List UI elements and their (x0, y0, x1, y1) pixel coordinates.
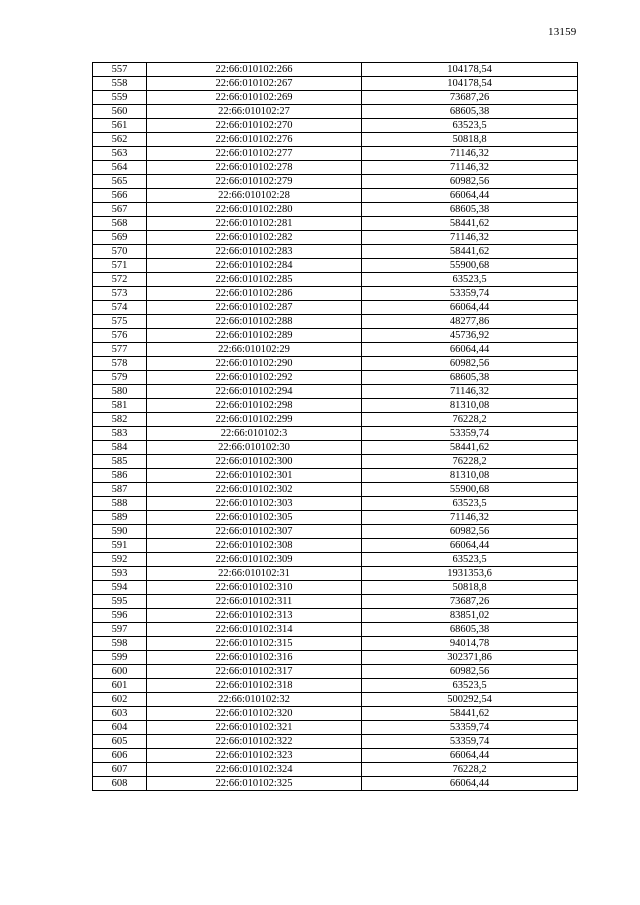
cadastral-value-cell: 50818,8 (362, 133, 578, 147)
row-number-cell: 566 (93, 189, 147, 203)
cadastral-number-cell: 22:66:010102:282 (147, 231, 362, 245)
cadastral-value-cell: 45736,92 (362, 329, 578, 343)
cadastral-number-cell: 22:66:010102:288 (147, 315, 362, 329)
cadastral-number-cell: 22:66:010102:314 (147, 623, 362, 637)
cadastral-value-cell: 66064,44 (362, 343, 578, 357)
cadastral-value-cell: 66064,44 (362, 189, 578, 203)
cadastral-value-cell: 53359,74 (362, 735, 578, 749)
table-body (93, 63, 578, 791)
row-number-cell: 560 (93, 105, 147, 119)
table-row (93, 63, 578, 77)
cadastral-value-cell: 1931353,6 (362, 567, 578, 581)
cadastral-value-cell: 58441,62 (362, 217, 578, 231)
cadastral-number-cell: 22:66:010102:277 (147, 147, 362, 161)
table-row (93, 735, 578, 749)
cadastral-value-cell: 104178,54 (362, 63, 578, 77)
cadastral-number-cell: 22:66:010102:31 (147, 567, 362, 581)
table-row (93, 553, 578, 567)
cadastral-number-cell: 22:66:010102:267 (147, 77, 362, 91)
cadastral-value-cell: 302371,86 (362, 651, 578, 665)
cadastral-number-cell: 22:66:010102:266 (147, 63, 362, 77)
table-row (93, 287, 578, 301)
cadastral-value-cell: 76228,2 (362, 455, 578, 469)
table-row (93, 91, 578, 105)
cadastral-value-cell: 71146,32 (362, 385, 578, 399)
row-number-cell: 603 (93, 707, 147, 721)
cadastral-value-cell: 71146,32 (362, 231, 578, 245)
cadastral-number-cell: 22:66:010102:321 (147, 721, 362, 735)
table-row (93, 245, 578, 259)
cadastral-value-cell: 60982,56 (362, 525, 578, 539)
cadastral-value-cell: 500292,54 (362, 693, 578, 707)
table-row (93, 385, 578, 399)
cadastral-value-cell: 71146,32 (362, 147, 578, 161)
row-number-cell: 600 (93, 665, 147, 679)
row-number-cell: 576 (93, 329, 147, 343)
table-row (93, 665, 578, 679)
page-number: 13159 (548, 26, 577, 38)
cadastral-value-cell: 66064,44 (362, 539, 578, 553)
cadastral-value-cell: 81310,08 (362, 399, 578, 413)
cadastral-number-cell: 22:66:010102:287 (147, 301, 362, 315)
cadastral-value-cell: 76228,2 (362, 413, 578, 427)
row-number-cell: 605 (93, 735, 147, 749)
cadastral-value-cell: 58441,62 (362, 707, 578, 721)
table-row (93, 595, 578, 609)
table-row (93, 189, 578, 203)
table-row (93, 455, 578, 469)
table-row (93, 441, 578, 455)
cadastral-value-cell: 66064,44 (362, 777, 578, 791)
cadastral-number-cell: 22:66:010102:28 (147, 189, 362, 203)
cadastral-value-cell: 73687,26 (362, 91, 578, 105)
table-row (93, 231, 578, 245)
row-number-cell: 586 (93, 469, 147, 483)
table-row (93, 609, 578, 623)
table-row (93, 483, 578, 497)
cadastral-number-cell: 22:66:010102:311 (147, 595, 362, 609)
row-number-cell: 608 (93, 777, 147, 791)
row-number-cell: 577 (93, 343, 147, 357)
cadastral-number-cell: 22:66:010102:285 (147, 273, 362, 287)
cadastral-value-cell: 76228,2 (362, 763, 578, 777)
cadastral-number-cell: 22:66:010102:292 (147, 371, 362, 385)
table-row (93, 651, 578, 665)
table-row (93, 119, 578, 133)
row-number-cell: 582 (93, 413, 147, 427)
row-number-cell: 572 (93, 273, 147, 287)
table-row (93, 469, 578, 483)
cadastral-number-cell: 22:66:010102:27 (147, 105, 362, 119)
table-row (93, 427, 578, 441)
row-number-cell: 590 (93, 525, 147, 539)
row-number-cell: 567 (93, 203, 147, 217)
cadastral-value-cell: 55900,68 (362, 483, 578, 497)
row-number-cell: 562 (93, 133, 147, 147)
cadastral-value-cell: 48277,86 (362, 315, 578, 329)
cadastral-number-cell: 22:66:010102:299 (147, 413, 362, 427)
table-row (93, 721, 578, 735)
cadastral-number-cell: 22:66:010102:309 (147, 553, 362, 567)
cadastral-value-cell: 53359,74 (362, 721, 578, 735)
row-number-cell: 581 (93, 399, 147, 413)
cadastral-number-cell: 22:66:010102:284 (147, 259, 362, 273)
cadastral-number-cell: 22:66:010102:310 (147, 581, 362, 595)
row-number-cell: 607 (93, 763, 147, 777)
cadastral-number-cell: 22:66:010102:317 (147, 665, 362, 679)
row-number-cell: 587 (93, 483, 147, 497)
row-number-cell: 602 (93, 693, 147, 707)
cadastral-number-cell: 22:66:010102:320 (147, 707, 362, 721)
cadastral-number-cell: 22:66:010102:3 (147, 427, 362, 441)
cadastral-value-cell: 58441,62 (362, 441, 578, 455)
table-row (93, 623, 578, 637)
table-row (93, 77, 578, 91)
cadastral-number-cell: 22:66:010102:269 (147, 91, 362, 105)
cadastral-value-cell: 50818,8 (362, 581, 578, 595)
cadastral-number-cell: 22:66:010102:276 (147, 133, 362, 147)
table-row (93, 203, 578, 217)
cadastral-number-cell: 22:66:010102:303 (147, 497, 362, 511)
row-number-cell: 601 (93, 679, 147, 693)
row-number-cell: 596 (93, 609, 147, 623)
table-row (93, 315, 578, 329)
row-number-cell: 568 (93, 217, 147, 231)
table-row (93, 133, 578, 147)
row-number-cell: 604 (93, 721, 147, 735)
table-row (93, 161, 578, 175)
table-row (93, 637, 578, 651)
table-row (93, 693, 578, 707)
row-number-cell: 573 (93, 287, 147, 301)
row-number-cell: 580 (93, 385, 147, 399)
cadastral-number-cell: 22:66:010102:324 (147, 763, 362, 777)
table-row (93, 777, 578, 791)
table-row (93, 147, 578, 161)
cadastral-value-cell: 63523,5 (362, 119, 578, 133)
cadastral-value-cell: 55900,68 (362, 259, 578, 273)
row-number-cell: 598 (93, 637, 147, 651)
cadastral-value-cell: 53359,74 (362, 287, 578, 301)
cadastral-value-cell: 60982,56 (362, 175, 578, 189)
cadastral-value-cell: 63523,5 (362, 273, 578, 287)
cadastral-value-cell: 71146,32 (362, 161, 578, 175)
table-row (93, 581, 578, 595)
cadastral-value-cell: 68605,38 (362, 371, 578, 385)
table-row (93, 679, 578, 693)
cadastral-value-cell: 73687,26 (362, 595, 578, 609)
cadastral-value-cell: 83851,02 (362, 609, 578, 623)
row-number-cell: 561 (93, 119, 147, 133)
table-row (93, 749, 578, 763)
cadastral-number-cell: 22:66:010102:308 (147, 539, 362, 553)
row-number-cell: 599 (93, 651, 147, 665)
row-number-cell: 559 (93, 91, 147, 105)
table-row (93, 763, 578, 777)
cadastral-number-cell: 22:66:010102:316 (147, 651, 362, 665)
table-row (93, 497, 578, 511)
cadastral-value-cell: 63523,5 (362, 497, 578, 511)
table-row (93, 343, 578, 357)
table-row (93, 259, 578, 273)
table-row (93, 357, 578, 371)
cadastral-number-cell: 22:66:010102:280 (147, 203, 362, 217)
row-number-cell: 570 (93, 245, 147, 259)
row-number-cell: 574 (93, 301, 147, 315)
cadastral-number-cell: 22:66:010102:29 (147, 343, 362, 357)
cadastral-number-cell: 22:66:010102:281 (147, 217, 362, 231)
row-number-cell: 569 (93, 231, 147, 245)
row-number-cell: 575 (93, 315, 147, 329)
cadastral-number-cell: 22:66:010102:313 (147, 609, 362, 623)
cadastral-number-cell: 22:66:010102:323 (147, 749, 362, 763)
row-number-cell: 588 (93, 497, 147, 511)
table-row (93, 567, 578, 581)
cadastral-number-cell: 22:66:010102:307 (147, 525, 362, 539)
cadastral-value-cell: 66064,44 (362, 749, 578, 763)
row-number-cell: 557 (93, 63, 147, 77)
cadastral-value-cell: 68605,38 (362, 105, 578, 119)
table-row (93, 329, 578, 343)
cadastral-value-cell: 60982,56 (362, 357, 578, 371)
table-row (93, 175, 578, 189)
table-row (93, 371, 578, 385)
row-number-cell: 589 (93, 511, 147, 525)
row-number-cell: 563 (93, 147, 147, 161)
row-number-cell: 565 (93, 175, 147, 189)
cadastral-number-cell: 22:66:010102:279 (147, 175, 362, 189)
cadastral-value-cell: 81310,08 (362, 469, 578, 483)
table-row (93, 399, 578, 413)
row-number-cell: 592 (93, 553, 147, 567)
cadastral-number-cell: 22:66:010102:294 (147, 385, 362, 399)
cadastral-number-cell: 22:66:010102:325 (147, 777, 362, 791)
table-row (93, 707, 578, 721)
row-number-cell: 594 (93, 581, 147, 595)
cadastral-number-cell: 22:66:010102:300 (147, 455, 362, 469)
row-number-cell: 591 (93, 539, 147, 553)
cadastral-value-cell: 68605,38 (362, 623, 578, 637)
cadastral-number-cell: 22:66:010102:290 (147, 357, 362, 371)
cadastral-value-cell: 94014,78 (362, 637, 578, 651)
cadastral-value-cell: 58441,62 (362, 245, 578, 259)
table-row (93, 525, 578, 539)
row-number-cell: 583 (93, 427, 147, 441)
row-number-cell: 564 (93, 161, 147, 175)
row-number-cell: 606 (93, 749, 147, 763)
row-number-cell: 597 (93, 623, 147, 637)
cadastral-number-cell: 22:66:010102:315 (147, 637, 362, 651)
cadastral-value-cell: 63523,5 (362, 679, 578, 693)
table-row (93, 539, 578, 553)
table-row (93, 511, 578, 525)
row-number-cell: 584 (93, 441, 147, 455)
cadastral-number-cell: 22:66:010102:322 (147, 735, 362, 749)
cadastral-number-cell: 22:66:010102:270 (147, 119, 362, 133)
row-number-cell: 595 (93, 595, 147, 609)
table-row (93, 105, 578, 119)
cadastral-value-cell: 71146,32 (362, 511, 578, 525)
table-row (93, 217, 578, 231)
table-row (93, 273, 578, 287)
cadastral-number-cell: 22:66:010102:30 (147, 441, 362, 455)
row-number-cell: 585 (93, 455, 147, 469)
table-row (93, 301, 578, 315)
cadastral-number-cell: 22:66:010102:302 (147, 483, 362, 497)
row-number-cell: 578 (93, 357, 147, 371)
cadastral-number-cell: 22:66:010102:286 (147, 287, 362, 301)
cadastral-value-cell: 68605,38 (362, 203, 578, 217)
cadastral-number-cell: 22:66:010102:32 (147, 693, 362, 707)
cadastral-value-cell: 60982,56 (362, 665, 578, 679)
cadastral-value-cell: 53359,74 (362, 427, 578, 441)
row-number-cell: 579 (93, 371, 147, 385)
cadastral-number-cell: 22:66:010102:289 (147, 329, 362, 343)
cadastral-number-cell: 22:66:010102:305 (147, 511, 362, 525)
cadastral-number-cell: 22:66:010102:278 (147, 161, 362, 175)
cadastral-number-cell: 22:66:010102:301 (147, 469, 362, 483)
row-number-cell: 571 (93, 259, 147, 273)
cadastral-number-cell: 22:66:010102:283 (147, 245, 362, 259)
row-number-cell: 593 (93, 567, 147, 581)
table-row (93, 413, 578, 427)
cadastral-value-cell: 104178,54 (362, 77, 578, 91)
cadastral-value-cell: 63523,5 (362, 553, 578, 567)
cadastral-number-cell: 22:66:010102:318 (147, 679, 362, 693)
cadastral-value-cell: 66064,44 (362, 301, 578, 315)
cadastral-number-cell: 22:66:010102:298 (147, 399, 362, 413)
cadastral-value-table (92, 62, 578, 791)
row-number-cell: 558 (93, 77, 147, 91)
